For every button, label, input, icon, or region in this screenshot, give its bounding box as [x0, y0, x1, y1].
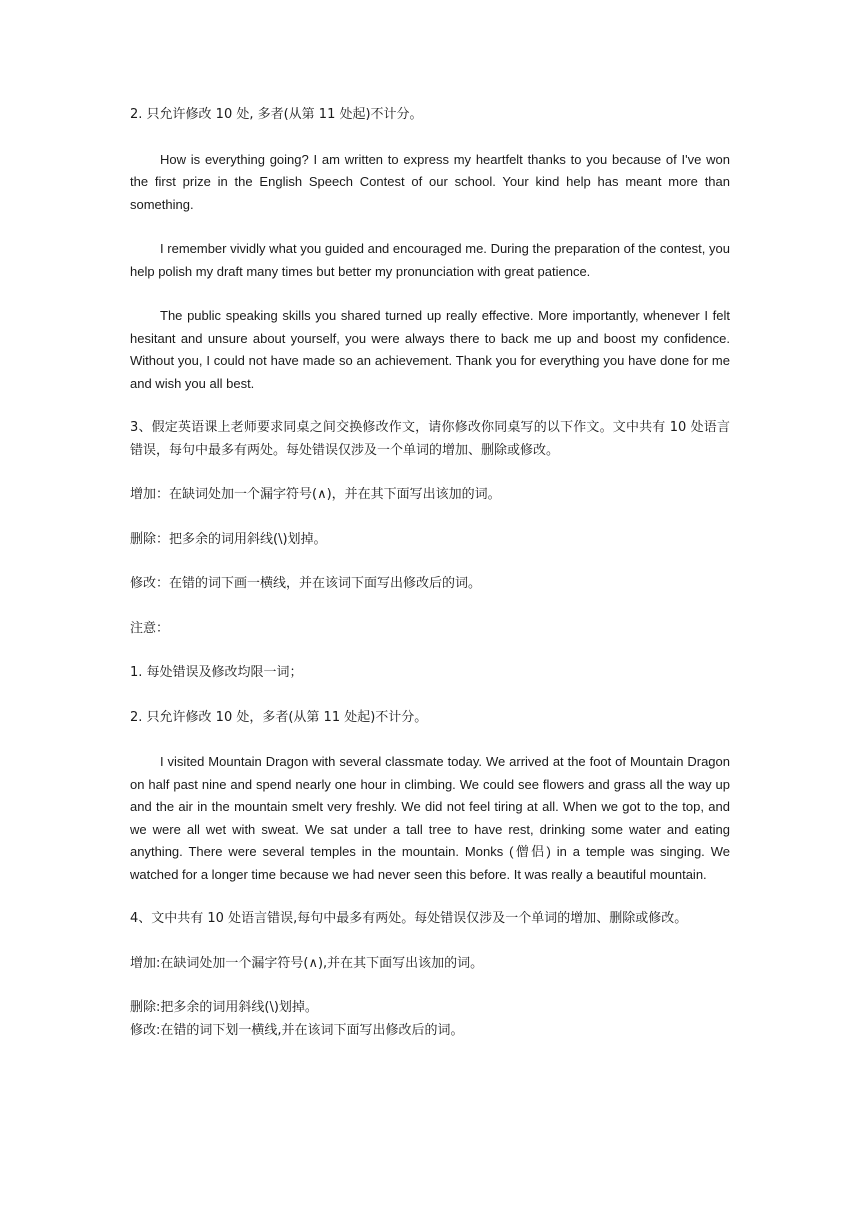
rule-delete: 删除：把多余的词用斜线(\)划掉。 — [130, 531, 327, 547]
document-page — [130, 104, 730, 1042]
task-4-instructions: 4、文中共有 10 处语言错误,每句中最多有两处。每处错误仅涉及一个单词的增加、删除或修改。 — [130, 911, 688, 926]
rule-modify: 修改：在错的词下画一横线，并在该词下面写出修改后的词。 — [130, 576, 482, 591]
note-heading: 注意： — [130, 620, 170, 636]
rule-note-2: 2. 只允许修改 10 处, 多者(从第 11 处起)不计分。 — [130, 107, 423, 122]
task-3-instructions: 3、假定英语课上老师要求同桌之间交换修改作文，请你修改你同桌写的以下作文。文中共有 10 处语言错误，每句中最多有两处。每处错误仅涉及一个单词的增加、删除或修改。 — [130, 420, 730, 458]
letter-paragraph-2: I remember vividly what you guided and encouraged me. During the preparation of the contest, you help polish my draft many times but better my pronunciation with great patience. — [130, 241, 730, 279]
note-1: 1. 每处错误及修改均限一词； — [130, 665, 303, 680]
rule-add: 增加：在缺词处加一个漏字符号(∧)，并在其下面写出该加的词。 — [130, 487, 501, 502]
task-4-rule-add: 增加:在缺词处加一个漏字符号(∧),并在其下面写出该加的词。 — [130, 955, 484, 971]
task-4-rule-delete: 删除:把多余的词用斜线(\)划掉。 — [130, 1000, 318, 1015]
task-4-rule-modify: 修改:在错的词下划一横线,并在该词下面写出修改后的词。 — [130, 1022, 464, 1038]
letter-paragraph-1: How is everything going? I am written to express my heartfelt thanks to you because of I've won the first prize in the English Speech Contest of our school. Your kind help has meant more than something. — [130, 151, 730, 212]
note-2: 2. 只允许修改 10 处，多者(从第 11 处起)不计分。 — [130, 709, 428, 725]
essay-paragraph: I visited Mountain Dragon with several classmate today. We arrived at the foot of Mountain Dragon on half past nine and spend nearly one hour in climbing. We could see flowers and grass all the way up and the air in the mountain smelt very freshly. We did not feel tiring at all. When we got to the top, and we were all wet with sweat. We sat under a tall tree to have rest, drinking some water and eating anything. There were several temples in the mountain. Monks (僧侣) in a temple was singing. We watched for a longer time because we had never seen this before. It was really a beautiful mountain. — [130, 754, 730, 882]
letter-paragraph-3: The public speaking skills you shared turned up really effective. More importantly, whenever I felt hesitant and unsure about yourself, you were always there to back me up and boost my confidence. Without you, I could not have made so an achievement. Thank you for everything you have done for me and wish you all best. — [130, 308, 730, 391]
